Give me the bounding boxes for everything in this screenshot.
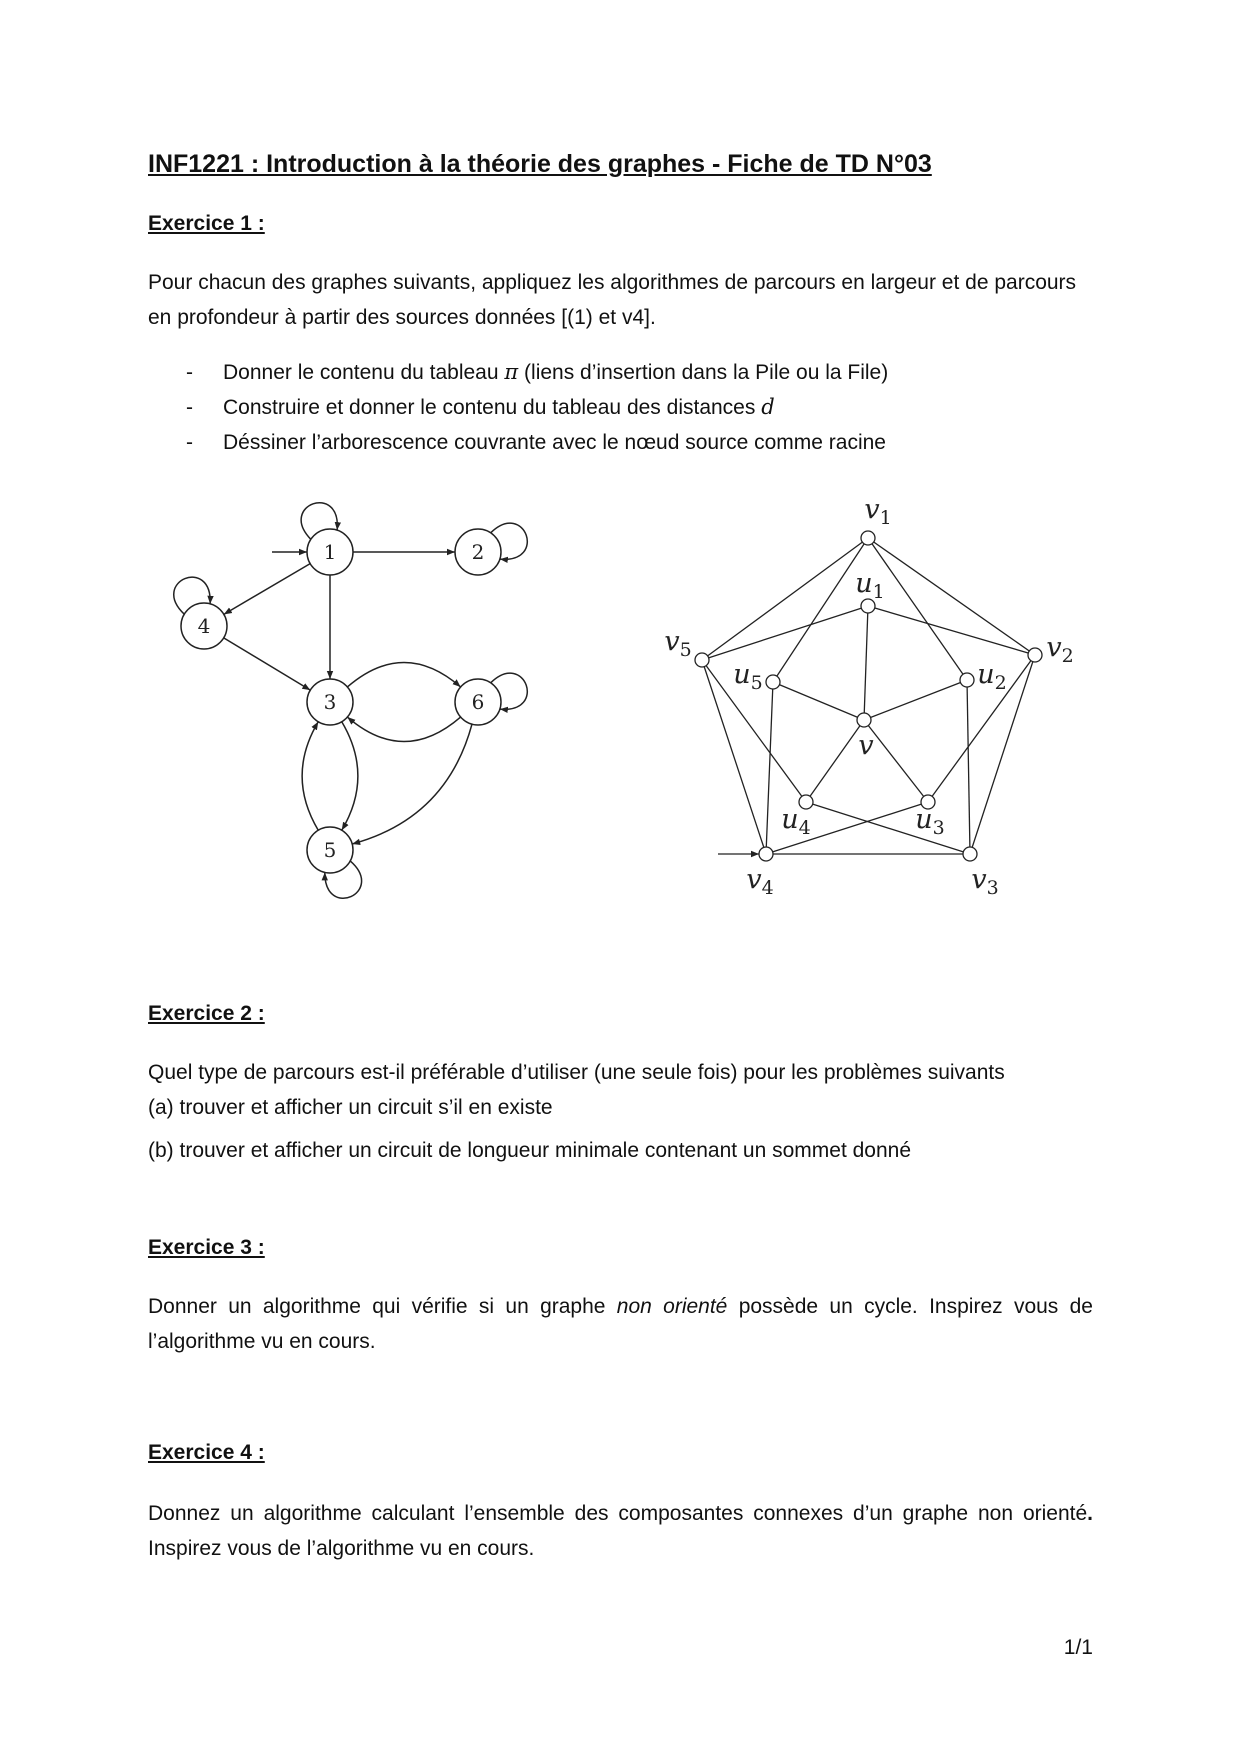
node-v5 bbox=[695, 653, 709, 667]
exercise-2-item-b: (b) trouver et afficher un circuit de longueur minimale contenant un sommet donné bbox=[148, 1139, 912, 1162]
page-number: 1/1 bbox=[1063, 1636, 1093, 1659]
graph-1-nodes bbox=[181, 529, 501, 873]
edge-v3-u2 bbox=[967, 680, 970, 854]
document-title: INF1221 : Introduction à la théorie des graphes - Fiche de TD N°03 bbox=[148, 150, 932, 178]
exercise-4-heading: Exercice 4 : bbox=[148, 1441, 265, 1464]
node-label: $u_4$ bbox=[781, 804, 811, 839]
edge-v1-u2 bbox=[868, 538, 967, 680]
exercise-2-item-a: (a) trouver et afficher un circuit s’il en existe bbox=[148, 1096, 553, 1119]
edge-u4-v bbox=[806, 720, 864, 802]
edge-v5-u1 bbox=[702, 606, 868, 660]
node-label: 5 bbox=[323, 838, 337, 862]
exercise-1-tasks bbox=[148, 355, 888, 460]
node-label: $v_4$ bbox=[746, 864, 774, 899]
node-u2 bbox=[960, 673, 974, 687]
node-v4 bbox=[759, 847, 773, 861]
edge-v3-u4 bbox=[806, 802, 970, 854]
node-u5 bbox=[766, 675, 780, 689]
exercise-3-heading: Exercice 3 : bbox=[148, 1236, 265, 1259]
node-label: $v_2$ bbox=[1046, 632, 1074, 667]
undirected-graph-figure bbox=[660, 490, 1100, 910]
graph-2-nodes bbox=[664, 494, 1073, 899]
node-label: $u_3$ bbox=[915, 804, 945, 839]
emphasis: non orienté bbox=[616, 1295, 728, 1318]
task-item: - Donner le contenu du tableau π (liens d’insertion dans la Pile ou la File) bbox=[186, 360, 889, 384]
node-v1 bbox=[861, 531, 875, 545]
node-label: $v_3$ bbox=[971, 864, 999, 899]
directed-graph-figure bbox=[150, 490, 570, 920]
task-item: - Déssiner l’arborescence couvrante avec le nœud source comme racine bbox=[186, 431, 886, 454]
task-item: - Construire et donner le contenu du tableau des distances d bbox=[186, 395, 775, 419]
node-label: 2 bbox=[471, 540, 485, 564]
node-label: $v_1$ bbox=[864, 494, 892, 529]
node-label: 3 bbox=[323, 690, 337, 714]
edge-v1-v2 bbox=[868, 538, 1035, 655]
edge-5-3 bbox=[302, 722, 318, 830]
exercise-1-heading: Exercice 1 : bbox=[148, 212, 265, 235]
exercise-2-intro: Quel type de parcours est-il préférable d’utiliser (une seule fois) pour les problèmes suivants bbox=[148, 1061, 1005, 1084]
node-label: $u_1$ bbox=[855, 568, 885, 603]
node-label: $v_5$ bbox=[664, 626, 692, 661]
node-v2 bbox=[1028, 648, 1042, 662]
exercise-4-text: Donnez un algorithme calculant l’ensemble des composantes connexes d’un graphe non orienté. Inspirez vous de l’algorithme vu en cours. bbox=[148, 1502, 1093, 1560]
node-label: 6 bbox=[471, 690, 485, 714]
edge-6-3 bbox=[347, 717, 460, 741]
node-v3 bbox=[963, 847, 977, 861]
edge-6-5 bbox=[352, 724, 472, 844]
edge-u5-v bbox=[773, 682, 864, 720]
edge-u2-v bbox=[864, 680, 967, 720]
node-label: 4 bbox=[197, 614, 211, 638]
node-v bbox=[857, 713, 871, 727]
edge-3-6 bbox=[347, 662, 460, 686]
pi-symbol: π bbox=[504, 360, 519, 384]
edge-4-3 bbox=[224, 638, 311, 690]
exercise-3-text: Donner un algorithme qui vérifie si un graphe non orienté possède un cycle. Inspirez vous de l’algorithme vu en cours. bbox=[148, 1295, 1093, 1353]
d-symbol: d bbox=[761, 395, 775, 419]
node-u4 bbox=[799, 795, 813, 809]
exercise-2-heading: Exercice 2 : bbox=[148, 1002, 265, 1025]
exercise-1-intro: Pour chacun des graphes suivants, appliquez les algorithmes de parcours en largeur et de parcours en profondeur à partir des sources données [(1) et v4]. bbox=[148, 271, 1077, 329]
node-label: $u_2$ bbox=[977, 659, 1007, 694]
node-label: v bbox=[858, 730, 874, 761]
edge-3-5 bbox=[342, 722, 358, 830]
edge-1-4 bbox=[224, 564, 310, 615]
edge-v4-u5 bbox=[766, 682, 773, 854]
edge-v2-u1 bbox=[868, 606, 1035, 655]
node-label: $u_5$ bbox=[733, 659, 763, 694]
edge-v5-v1 bbox=[702, 538, 868, 660]
node-label: 1 bbox=[323, 540, 337, 564]
edge-u1-v bbox=[864, 606, 868, 720]
